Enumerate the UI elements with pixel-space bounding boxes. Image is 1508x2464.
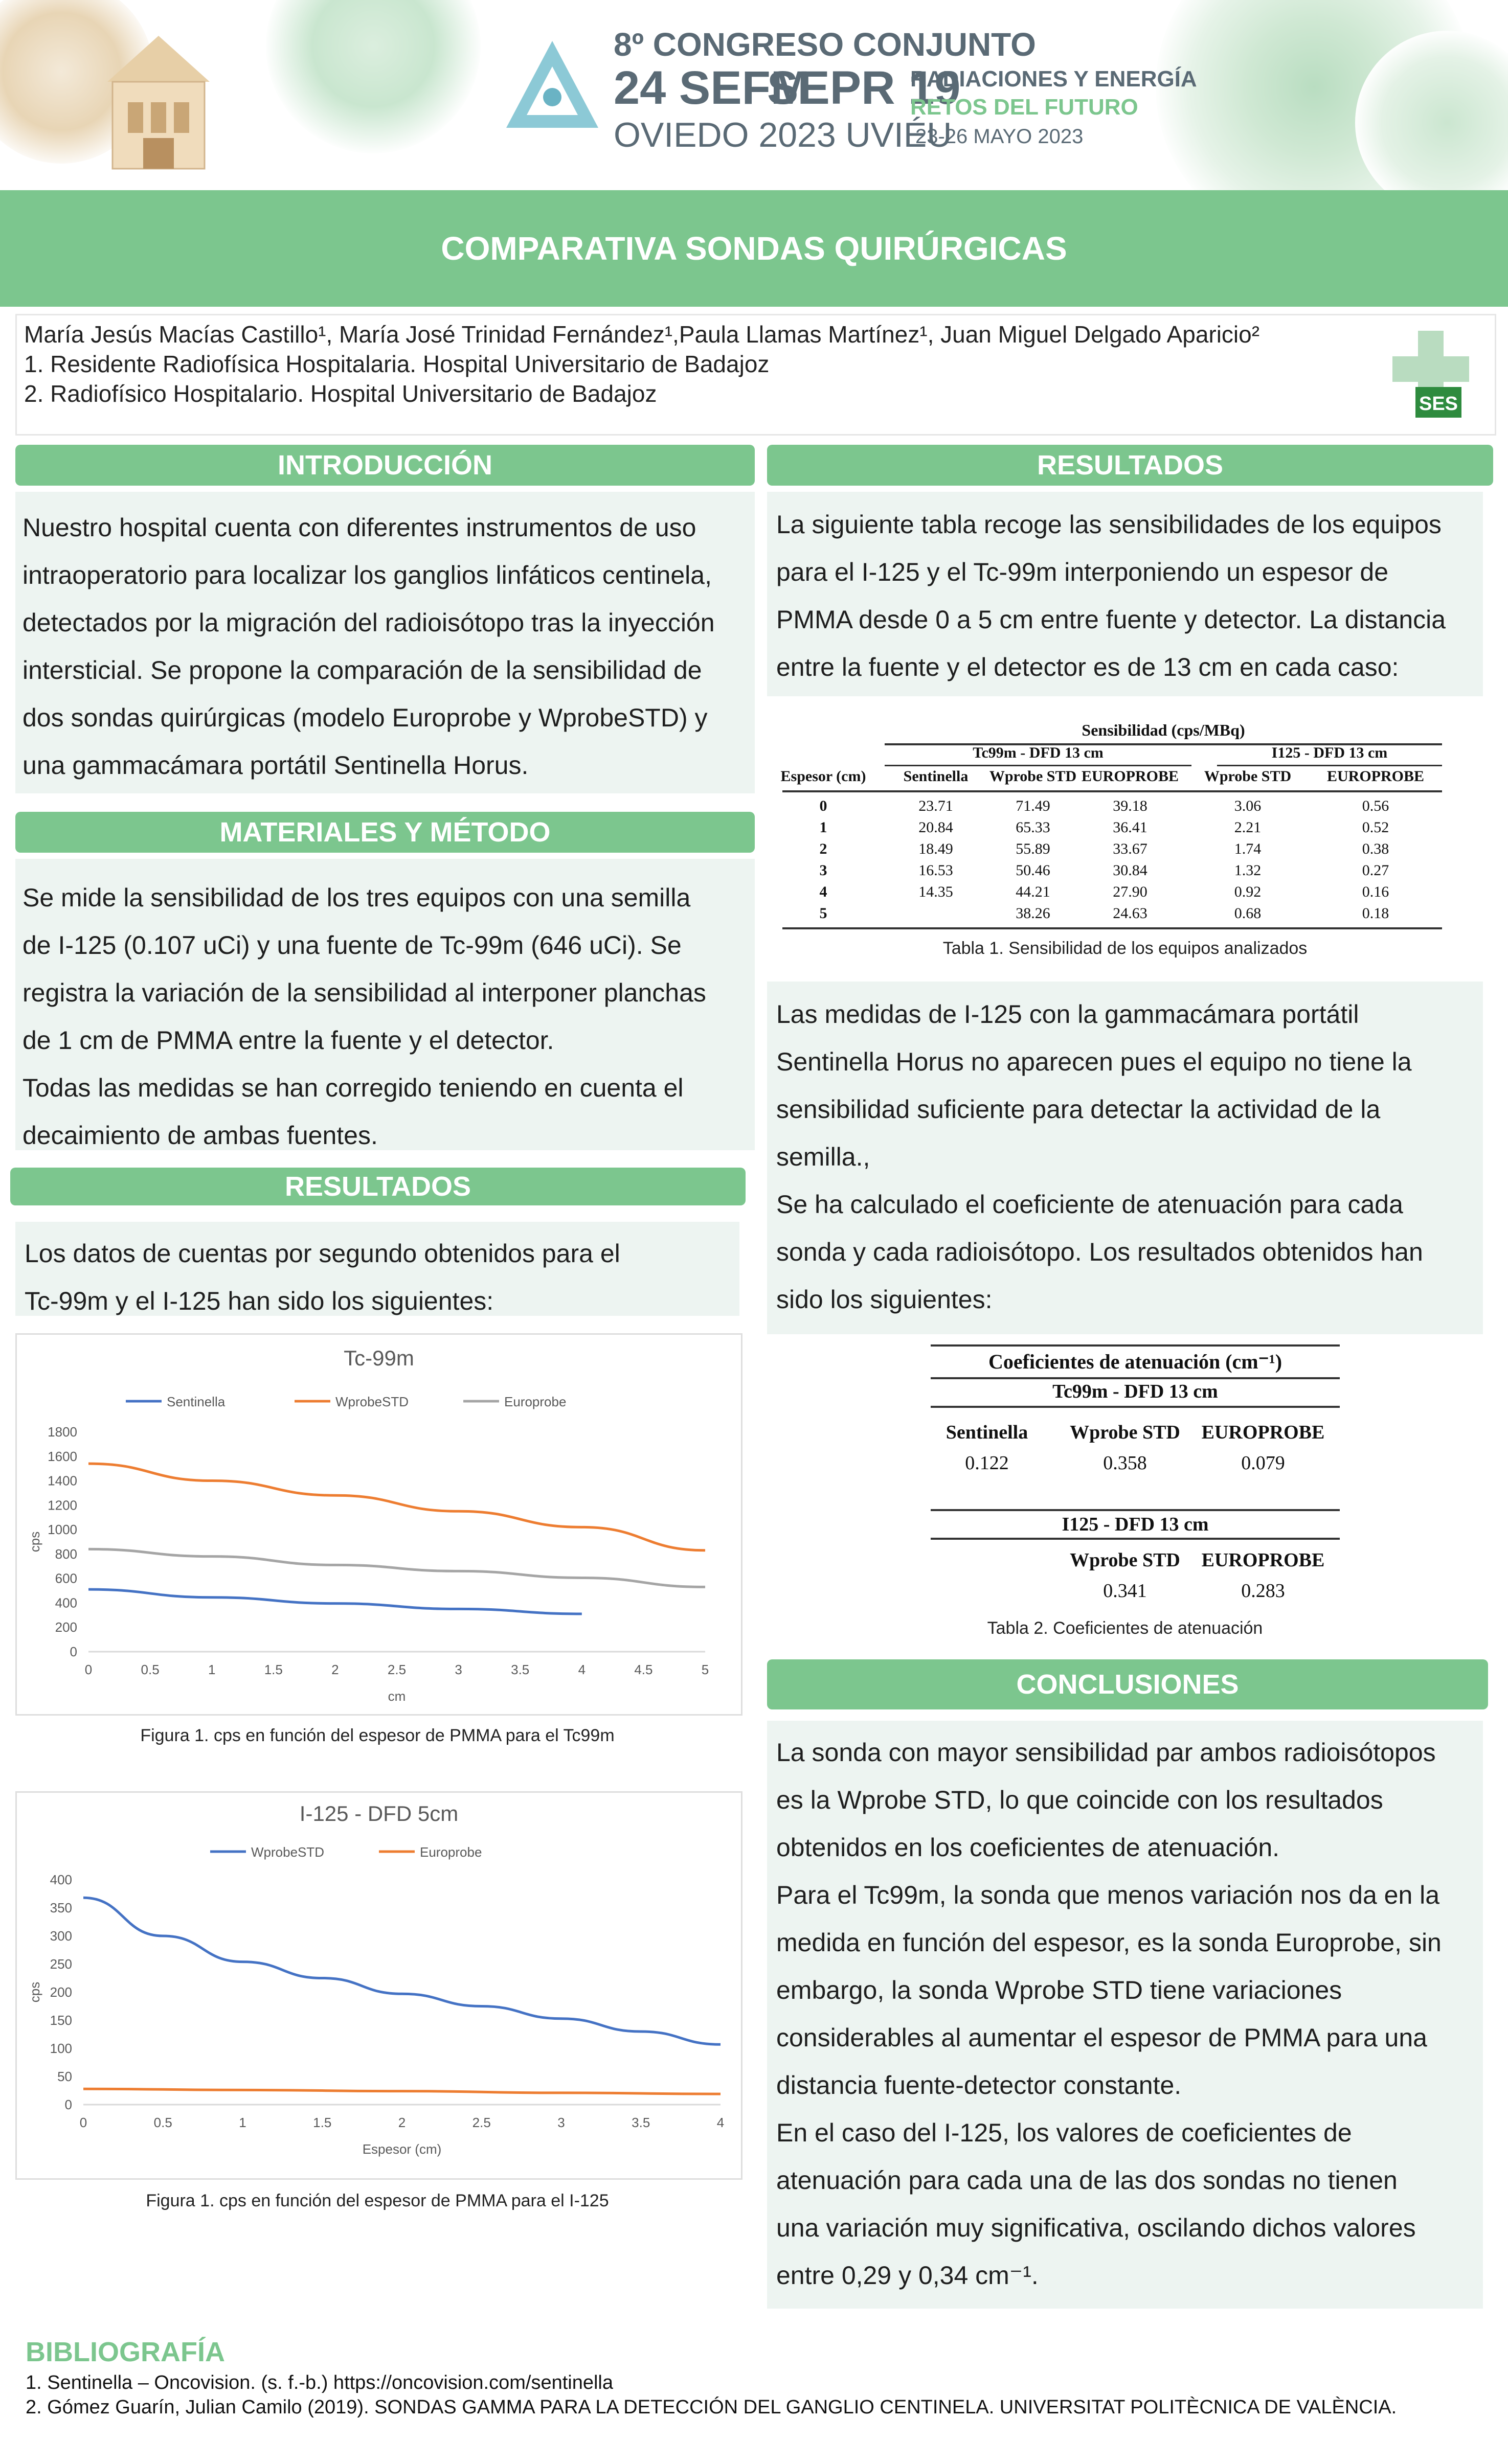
y-tick-label: 400 [50, 1872, 72, 1887]
table-column-header: Wprobe STD [1070, 1549, 1180, 1571]
methods-text-line: de I-125 (0.107 uCi) y una fuente de Tc-99m (646 uCi). Se [22, 931, 682, 960]
y-tick-label: 300 [50, 1928, 72, 1944]
results-left-text-line: Los datos de cuentas por segundo obtenidos para el [25, 1239, 620, 1268]
y-tick-label: 200 [50, 1984, 72, 2000]
table-cell: 0.18 [1362, 905, 1389, 922]
results-right-text-line: sensibilidad suficiente para detectar la actividad de la [776, 1095, 1381, 1124]
series-line-wprobestd [83, 1898, 721, 2044]
table-cell: 1.74 [1234, 840, 1262, 857]
series-line-europrobe [88, 1549, 705, 1587]
table-cell: 0.27 [1362, 862, 1389, 879]
x-tick-label: 0 [84, 1662, 93, 1677]
x-tick-label: 1.5 [313, 2115, 332, 2130]
table-cell: 23.71 [918, 797, 953, 814]
methods-text-line: registra la variación de la sensibilidad al interponer planchas [22, 978, 706, 1007]
x-axis-label: cm [388, 1689, 406, 1704]
congress-title: 8º CONGRESO CONJUNTO [614, 26, 1036, 63]
conclusions-text-line: medida en función del espesor, es la sonda Europrobe, sin [776, 1928, 1442, 1957]
y-tick-label: 200 [55, 1619, 77, 1635]
results-left-text-line: Tc-99m y el I-125 han sido los siguientes: [25, 1287, 494, 1315]
x-tick-label: 2 [398, 2115, 406, 2130]
conclusions-text-line: una variación muy significativa, oscilando dichos valores [776, 2214, 1416, 2242]
results-right-text-line: Se ha calculado el coeficiente de atenuación para cada [776, 1190, 1403, 1219]
x-tick-label: 4.5 [634, 1662, 653, 1677]
x-axis-label: Espesor (cm) [362, 2141, 442, 2157]
y-tick-label: 350 [50, 1900, 72, 1915]
y-tick-label: 600 [55, 1570, 77, 1586]
conclusions-text-line: obtenidos en los coeficientes de atenuación. [776, 1833, 1280, 1862]
table-row-label: 5 [819, 905, 827, 922]
series-line-sentinella [88, 1589, 582, 1614]
conclusions-text-line: distancia fuente-detector constante. [776, 2071, 1182, 2100]
intro-text-line: dos sondas quirúrgicas (modelo Europrobe y WprobeSTD) y [22, 703, 708, 732]
congress-sefm: 24 SEFM [614, 62, 810, 114]
x-tick-label: 1.5 [264, 1662, 283, 1677]
x-tick-label: 3.5 [632, 2115, 650, 2130]
bibliography-item: 1. Sentinella – Oncovision. (s. f.-b.) https://oncovision.com/sentinella [26, 2372, 613, 2393]
intro-text-line: Nuestro hospital cuenta con diferentes instrumentos de uso [22, 513, 696, 542]
decorative-ornament [266, 0, 481, 153]
table-column-header: EUROPROBE [1201, 1422, 1325, 1443]
table-cell: 0.079 [1241, 1452, 1285, 1474]
table-cell: 20.84 [918, 819, 953, 836]
results-right-text-line: para el I-125 y el Tc-99m interponiendo un espesor de [776, 558, 1389, 586]
table-cell: 44.21 [1016, 883, 1050, 900]
methods-text-line: Se mide la sensibilidad de los tres equipos con una semilla [22, 883, 691, 912]
table-row-label: 0 [819, 797, 827, 814]
attenuation-table-title: Coeficientes de atenuación (cm⁻¹) [988, 1350, 1282, 1373]
x-tick-label: 3 [455, 1662, 462, 1677]
chart-tc99m-svg [17, 1335, 741, 1714]
x-tick-label: 1 [208, 1662, 216, 1677]
authors-names: María Jesús Macías Castillo¹, María José Trinidad Fernández¹,Paula Llamas Martínez¹, Juan Miguel Delgado Aparicio² [24, 321, 1260, 348]
chart-title: I-125 - DFD 5cm [299, 1801, 459, 1826]
congress-theme: RETOS DEL FUTURO [910, 95, 1138, 120]
chart-tc99m [15, 1333, 742, 1716]
affiliation-2: 2. Radiofísico Hospitalario. Hospital Universitario de Badajoz [24, 380, 657, 407]
table-cell: 50.46 [1016, 862, 1050, 879]
results-right-text-line: entre la fuente y el detector es de 13 cm en cada caso: [776, 653, 1399, 681]
table-cell: 0.52 [1362, 819, 1389, 836]
table-cell: 0.56 [1362, 797, 1389, 814]
chart-title: Tc-99m [344, 1346, 414, 1370]
affiliation-1: 1. Residente Radiofísica Hospitalaria. Hospital Universitario de Badajoz [24, 351, 770, 377]
x-tick-label: 0 [79, 2115, 87, 2130]
figure-1-caption: Figura 1. cps en función del espesor de PMMA para el Tc99m [140, 1726, 615, 1745]
table-column-header: Wprobe STD [989, 768, 1077, 785]
table-column-header: Wprobe STD [1204, 768, 1292, 785]
y-axis-label: cps [27, 1981, 42, 2003]
chart-i125-svg [17, 1793, 741, 2178]
ses-logo [1387, 326, 1474, 423]
y-tick-label: 800 [55, 1546, 77, 1562]
conclusions-text-line: entre 0,29 y 0,34 cm⁻¹. [776, 2261, 1039, 2290]
table-2-caption: Tabla 2. Coeficientes de atenuación [987, 1618, 1263, 1638]
x-tick-label: 3 [557, 2115, 565, 2130]
attenuation-table [931, 1344, 1340, 1610]
table-column-header: Sentinella [903, 768, 969, 785]
conclusions-text-line: La sonda con mayor sensibilidad par ambos radioisótopos [776, 1738, 1436, 1767]
intro-text-line: intersticial. Se propone la comparación de la sensibilidad de [22, 656, 702, 685]
y-tick-label: 1800 [48, 1424, 77, 1440]
section-heading-materiales: MATERIALES Y MÉTODO [15, 812, 755, 853]
table-cell: 65.33 [1016, 819, 1050, 836]
congress-sepr: SEPR 19 [767, 62, 961, 114]
table-row-label: 1 [819, 819, 827, 836]
table-cell: 0.341 [1103, 1580, 1147, 1602]
y-tick-label: 150 [50, 2013, 72, 2028]
conclusions-text-line: Para el Tc99m, la sonda que menos variación nos da en la [776, 1881, 1440, 1909]
table-cell: 30.84 [1113, 862, 1147, 879]
legend-label: WprobeSTD [251, 1844, 325, 1860]
series-line-europrobe [83, 2089, 721, 2094]
x-tick-label: 1 [239, 2115, 246, 2130]
conclusions-text-line: es la Wprobe STD, lo que coincide con los resultados [776, 1786, 1383, 1814]
figure-2-caption: Figura 1. cps en función del espesor de PMMA para el I-125 [146, 2191, 609, 2210]
y-tick-label: 1400 [48, 1473, 77, 1489]
x-tick-label: 3.5 [511, 1662, 530, 1677]
table-cell: 36.41 [1113, 819, 1147, 836]
table-cell: 1.32 [1234, 862, 1262, 879]
y-tick-label: 0 [64, 2097, 72, 2112]
results-right-text-line: PMMA desde 0 a 5 cm entre fuente y detector. La distancia [776, 605, 1446, 634]
table-cell: 0.358 [1103, 1452, 1147, 1474]
intro-text-line: una gammacámara portátil Sentinella Horus. [22, 751, 529, 780]
y-tick-label: 250 [50, 1956, 72, 1972]
table-cell: 71.49 [1016, 797, 1050, 814]
y-tick-label: 1000 [48, 1522, 77, 1538]
results-right-text-line: Las medidas de I-125 con la gammacámara portátil [776, 1000, 1359, 1029]
legend-label: WprobeSTD [335, 1394, 409, 1409]
methods-text-line: de 1 cm de PMMA entre la fuente y el detector. [22, 1026, 554, 1055]
congress-logo-icon [496, 31, 609, 143]
y-tick-label: 1200 [48, 1497, 77, 1513]
table-row-label: 4 [819, 883, 827, 900]
legend-label: Sentinella [167, 1394, 226, 1409]
poster-title: COMPARATIVA SONDAS QUIRÚRGICAS [441, 230, 1067, 267]
x-tick-label: 4 [578, 1662, 586, 1677]
section-heading-resultados-right: RESULTADOS [767, 445, 1493, 486]
table-cell: 38.26 [1016, 905, 1050, 922]
table-column-header: Wprobe STD [1070, 1422, 1180, 1443]
title-band [0, 190, 1508, 307]
section-heading-resultados-left: RESULTADOS [10, 1168, 746, 1205]
table-column-header: Espesor (cm) [780, 768, 866, 785]
x-tick-label: 2.5 [387, 1662, 407, 1677]
ses-logo-text: SES [1419, 393, 1458, 415]
conclusions-text-line: embargo, la sonda Wprobe STD tiene variaciones [776, 1976, 1342, 2004]
table-cell: 2.21 [1234, 819, 1262, 836]
table-column-header: EUROPROBE [1201, 1549, 1325, 1571]
conclusions-text-line: En el caso del I-125, los valores de coeficientes de [776, 2118, 1352, 2147]
intro-text-line: intraoperatorio para localizar los ganglios linfáticos centinela, [22, 561, 712, 589]
x-tick-label: 2 [331, 1662, 339, 1677]
results-right-text-line: Sentinella Horus no aparecen pues el equipo no tiene la [776, 1047, 1412, 1076]
table-cell: 0.16 [1362, 883, 1389, 900]
y-tick-label: 100 [50, 2041, 72, 2056]
church-illustration [87, 20, 230, 174]
y-tick-label: 400 [55, 1595, 77, 1611]
series-line-wprobestd [88, 1464, 705, 1550]
section-heading-introduccion: INTRODUCCIÓN [15, 445, 755, 486]
methods-text-line: Todas las medidas se han corregido teniendo en cuenta el [22, 1074, 684, 1102]
methods-text-line: decaimiento de ambas fuentes. [22, 1121, 378, 1150]
table-cell: 0.38 [1362, 840, 1389, 857]
table-cell: 55.89 [1016, 840, 1050, 857]
conclusions-text-line: considerables al aumentar el espesor de PMMA para una [776, 2023, 1427, 2052]
results-right-text-line: semilla., [776, 1143, 870, 1171]
x-tick-label: 0.5 [141, 1662, 160, 1677]
table-column-header: EUROPROBE [1081, 768, 1179, 785]
table-cell: 18.49 [918, 840, 953, 857]
chart-i125 [15, 1791, 742, 2180]
y-tick-label: 1600 [48, 1448, 77, 1464]
x-tick-label: 0.5 [153, 2115, 172, 2130]
table-column-header: EUROPROBE [1326, 768, 1425, 785]
table-row-label: 3 [819, 862, 827, 879]
y-tick-label: 0 [70, 1644, 77, 1659]
authors-box [15, 314, 1496, 436]
table-cell: 39.18 [1113, 797, 1147, 814]
results-right-text-line: sido los siguientes: [776, 1285, 993, 1314]
x-tick-label: 4 [716, 2115, 725, 2130]
conclusions-text-line: atenuación para cada una de las dos sondas no tienen [776, 2166, 1398, 2195]
table-group-header: I125 - DFD 13 cm [1062, 1514, 1209, 1535]
legend-label: Europrobe [420, 1844, 482, 1860]
sensitivity-table [782, 716, 1442, 930]
congress-theme: RADIACIONES Y ENERGÍA [910, 66, 1197, 92]
table-cell: 0.68 [1234, 905, 1262, 922]
table-1-caption: Tabla 1. Sensibilidad de los equipos analizados [942, 939, 1308, 958]
y-tick-label: 50 [57, 2069, 72, 2084]
congress-city: OVIEDO 2023 UVIÉU [614, 116, 952, 154]
y-axis-label: cps [27, 1531, 42, 1553]
legend-label: Europrobe [504, 1394, 567, 1409]
table-cell: 0.92 [1234, 883, 1262, 900]
table-cell: 14.35 [918, 883, 953, 900]
bibliography-heading: BIBLIOGRAFÍA [26, 2337, 225, 2367]
congress-dates: 23-26 MAYO 2023 [915, 125, 1084, 148]
table-cell: 16.53 [918, 862, 953, 879]
table-column-header: Sentinella [946, 1422, 1028, 1443]
results-right-text-line: La siguiente tabla recoge las sensibilidades de los equipos [776, 510, 1442, 539]
table-cell: 24.63 [1113, 905, 1147, 922]
section-heading-conclusiones: CONCLUSIONES [767, 1659, 1488, 1709]
table-title: Sensibilidad (cps/MBq) [1082, 721, 1245, 739]
results-right-text-line: sonda y cada radioisótopo. Los resultados obtenidos han [776, 1238, 1423, 1266]
table-group-header: Tc99m - DFD 13 cm [973, 744, 1104, 761]
table-cell: 33.67 [1113, 840, 1147, 857]
congress-header [0, 0, 1508, 190]
table-group-header: I125 - DFD 13 cm [1271, 744, 1388, 761]
table-cell: 27.90 [1113, 883, 1147, 900]
bibliography-item: 2. Gómez Guarín, Julian Camilo (2019). SONDAS GAMMA PARA LA DETECCIÓN DEL GANGLIO CENTINELA. UNIVERSITAT POLITÈCNICA DE VALÈNCIA. [26, 2397, 1397, 2418]
table-row-label: 2 [819, 840, 827, 857]
table-cell: 0.122 [965, 1452, 1009, 1474]
table-cell: 3.06 [1234, 797, 1262, 814]
table-cell: 0.283 [1241, 1580, 1285, 1602]
x-tick-label: 5 [701, 1662, 709, 1677]
intro-text-line: detectados por la migración del radioisótopo tras la inyección [22, 608, 715, 637]
x-tick-label: 2.5 [472, 2115, 491, 2130]
table-group-header: Tc99m - DFD 13 cm [1052, 1381, 1218, 1402]
